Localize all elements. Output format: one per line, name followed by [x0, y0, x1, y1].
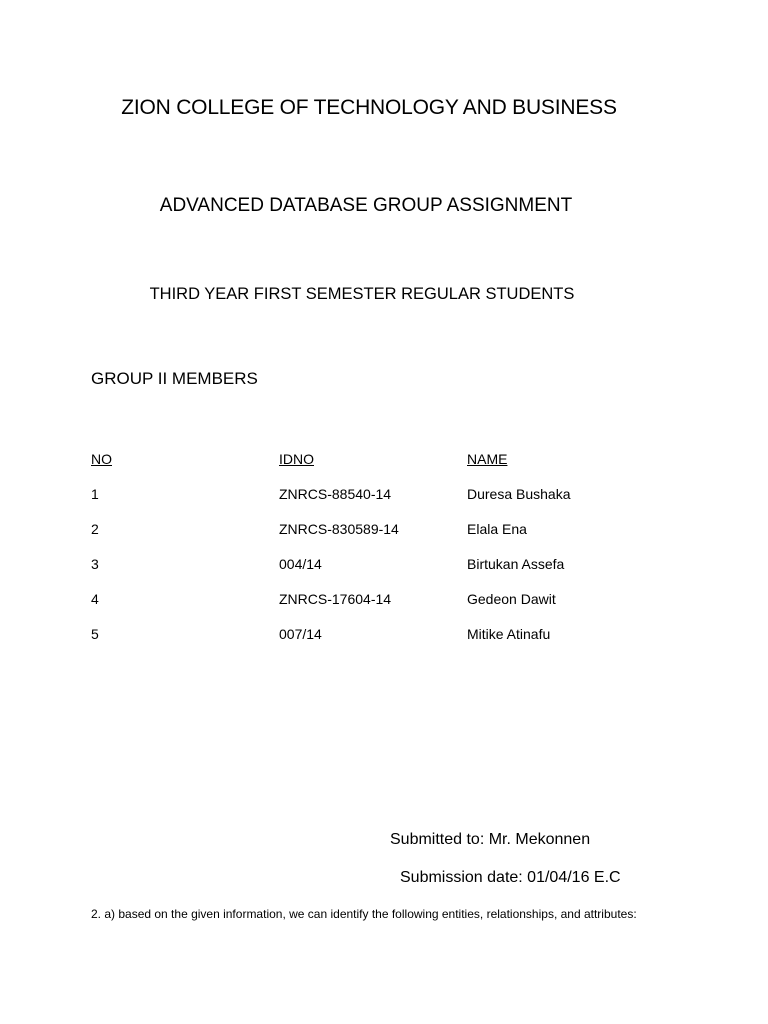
submission-date: Submission date: 01/04/16 E.C [400, 869, 621, 886]
member-id: 007/14 [279, 626, 322, 642]
member-id: ZNRCS-830589-14 [279, 521, 399, 537]
member-id: 004/14 [279, 556, 322, 572]
table-row [91, 486, 667, 521]
member-name: Gedeon Dawit [467, 591, 556, 607]
submitted-to: Submitted to: Mr. Mekonnen [390, 831, 591, 848]
column-header-idno: IDNO [279, 451, 314, 467]
member-name: Birtukan Assefa [467, 556, 565, 572]
member-no: 2 [91, 521, 99, 537]
members-table [91, 451, 667, 661]
group-title: GROUP II MEMBERS [91, 369, 258, 388]
member-id: ZNRCS-17604-14 [279, 591, 392, 607]
answer-intro-text: 2. a) based on the given information, we can identify the following entities, relationships, and attributes: [91, 907, 637, 921]
member-no: 1 [91, 486, 99, 502]
table-row [91, 556, 667, 591]
member-no: 3 [91, 556, 99, 572]
member-no: 5 [91, 626, 99, 642]
assignment-title: ADVANCED DATABASE GROUP ASSIGNMENT [159, 195, 573, 216]
column-header-no: NO [91, 451, 112, 467]
member-id: ZNRCS-88540-14 [279, 486, 392, 502]
member-name: Mitike Atinafu [467, 626, 551, 642]
table-row [91, 521, 667, 556]
member-name: Elala Ena [467, 521, 527, 537]
table-row [91, 626, 667, 661]
member-name: Duresa Bushaka [467, 486, 571, 502]
column-header-name: NAME [467, 451, 508, 467]
students-subtitle: THIRD YEAR FIRST SEMESTER REGULAR STUDENTS [149, 285, 575, 303]
college-title: ZION COLLEGE OF TECHNOLOGY AND BUSINESS [121, 96, 617, 119]
table-row [91, 591, 667, 626]
table-header-row [91, 451, 667, 486]
member-no: 4 [91, 591, 99, 607]
